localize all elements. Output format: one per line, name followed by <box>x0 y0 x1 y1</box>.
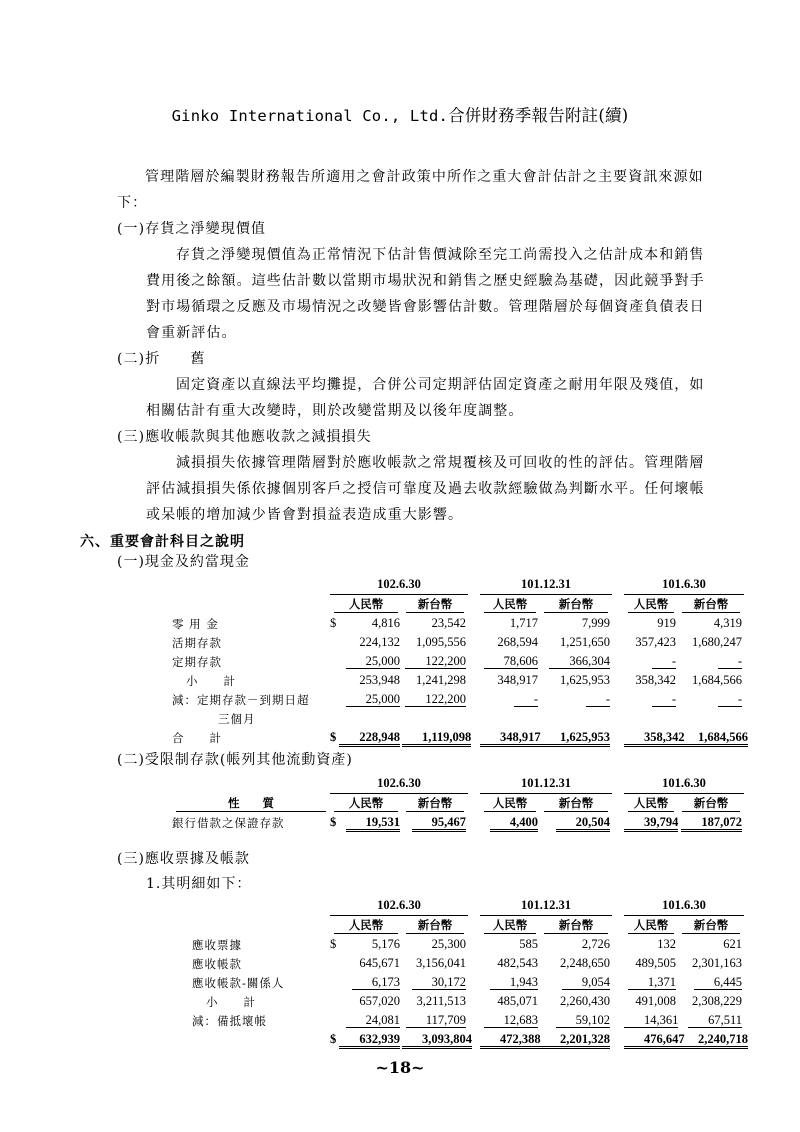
row-label: 減：定期存款－到期日超 <box>172 692 310 707</box>
amount-value: 621 <box>723 937 742 951</box>
amount-value: 1,625,953 <box>540 730 610 747</box>
amount-value: 59,102 <box>556 1013 610 1028</box>
amount-cell <box>402 935 468 954</box>
row-label: 應收帳款-關係人 <box>192 975 285 990</box>
amount-cell <box>480 652 540 671</box>
estimate-impairment-line: 減損損失依據管理階層對於應收帳款之常規覆核及可回收的性的評估。管理階層 <box>176 455 705 471</box>
amount-cell <box>480 1011 540 1030</box>
amount-cell <box>540 671 612 690</box>
nature-header: 性 質 <box>176 795 326 812</box>
amount-cell <box>480 728 540 747</box>
amount-value: 489,505 <box>635 956 676 970</box>
currency-symbol: $ <box>330 815 337 829</box>
amount-cell <box>678 709 744 728</box>
table-row <box>172 671 744 690</box>
amount-value: 491,008 <box>635 994 676 1008</box>
row-label: 應收票據 <box>192 937 242 952</box>
amount-cell <box>402 954 468 973</box>
amount-value: 253,948 <box>359 673 400 687</box>
amount-cell <box>624 690 678 709</box>
table-row <box>172 709 744 728</box>
amount-cell <box>624 1030 685 1049</box>
currency-symbol: $ <box>330 730 337 744</box>
amount-value: 2,301,163 <box>692 956 742 970</box>
amount-cell <box>678 973 744 992</box>
amount-cell <box>480 954 540 973</box>
amount-value: 4,816 <box>371 616 400 630</box>
amount-cell <box>678 633 744 652</box>
amount-cell <box>624 709 678 728</box>
table-header-currencies <box>172 916 744 936</box>
amount-value: 122,200 <box>405 692 466 707</box>
currency-header: 新台幣 <box>406 795 464 812</box>
table-row <box>172 992 744 1011</box>
amount-value: 3,156,041 <box>416 956 466 970</box>
amount-cell <box>330 1030 402 1049</box>
amount-cell <box>480 671 540 690</box>
estimate-heading-impairment: (三)應收帳款與其他應收款之減損損失 <box>117 429 372 445</box>
amount-value: 4,319 <box>713 616 742 630</box>
amount-cell <box>330 935 402 954</box>
amount-cell <box>402 992 468 1011</box>
period-header: 101.12.31 <box>480 575 612 595</box>
amount-value: 1,717 <box>509 616 538 630</box>
amount-cell <box>480 973 540 992</box>
amount-value: 357,423 <box>635 635 676 649</box>
estimate-inventory-line: 對市場循環之反應及市場情況之改變皆會影響估計數。管理階層於每個資產負債表日 <box>146 299 705 315</box>
cash-equivalents-table <box>172 575 748 747</box>
amount-value: 1,684,566 <box>692 673 742 687</box>
amount-value: 482,543 <box>497 956 538 970</box>
amount-value: 585 <box>519 937 538 951</box>
table-row <box>172 690 744 709</box>
table-row <box>172 614 744 633</box>
estimate-inventory-line: 費用後之餘額。這些估計數以當期市場狀況和銷售之歷史經驗為基礎，因此競爭對手 <box>146 273 705 289</box>
amount-value: - <box>652 654 676 669</box>
amount-cell <box>624 633 678 652</box>
amount-value: 348,917 <box>497 673 538 687</box>
amount-cell <box>624 973 678 992</box>
estimate-impairment-line: 或呆帳的增加減少皆會對損益表造成重大影響。 <box>146 507 464 523</box>
amount-cell <box>402 652 468 671</box>
row-label: 小 計 <box>186 673 236 688</box>
amount-cell <box>540 1030 612 1049</box>
amount-cell <box>678 690 744 709</box>
amount-cell <box>678 1011 744 1030</box>
amount-value: 1,684,566 <box>678 730 748 747</box>
amount-cell <box>330 614 402 633</box>
table-header-currencies <box>172 595 744 615</box>
amount-cell <box>540 652 612 671</box>
amount-value: 358,342 <box>624 730 685 747</box>
table-header-periods <box>172 896 744 916</box>
amount-value: 24,081 <box>346 1013 400 1028</box>
amount-cell <box>540 690 612 709</box>
amount-cell <box>624 954 678 973</box>
estimate-depreciation-line: 固定資產以直線法平均攤提，合併公司定期評估固定資產之耐用年限及殘值，如 <box>176 377 705 393</box>
amount-cell <box>678 1030 748 1049</box>
amount-value: - <box>652 692 676 707</box>
amount-cell <box>402 709 468 728</box>
currency-symbol: $ <box>330 1032 337 1046</box>
amount-value: 7,999 <box>581 616 610 630</box>
amount-value: 187,072 <box>681 815 742 832</box>
amount-cell <box>540 709 612 728</box>
row-label: 銀行借款之保證存款 <box>172 815 285 830</box>
amount-cell <box>540 973 612 992</box>
amount-cell <box>624 992 678 1011</box>
period-header: 101.12.31 <box>480 774 612 794</box>
amount-cell <box>402 1030 472 1049</box>
currency-header: 新台幣 <box>406 917 464 934</box>
amount-value: 1,943 <box>490 975 538 990</box>
amount-cell <box>540 614 612 633</box>
amount-cell <box>540 954 612 973</box>
currency-header: 人民幣 <box>334 596 398 613</box>
amount-cell <box>402 728 472 747</box>
amount-cell <box>330 1011 402 1030</box>
amount-value: 919 <box>657 616 676 630</box>
page-number: ~18~ <box>375 1058 425 1077</box>
amount-cell <box>480 1030 540 1049</box>
amount-value: 122,200 <box>405 654 466 669</box>
estimate-impairment-line: 評估減損損失係依據個別客戶之授信可靠度及過去收款經驗做為判斷水平。任何壞帳 <box>146 481 705 497</box>
amount-value: 2,726 <box>581 937 610 951</box>
amount-cell <box>540 992 612 1011</box>
amount-cell <box>330 671 402 690</box>
amount-value: 1,625,953 <box>560 673 610 687</box>
table-row <box>172 1030 744 1049</box>
amount-value: 358,342 <box>635 673 676 687</box>
row-label: 小 計 <box>206 994 256 1009</box>
table-header-periods <box>172 774 744 794</box>
amount-value: 1,119,098 <box>402 730 471 747</box>
restricted-deposits-heading: (二)受限制存款(帳列其他流動資產) <box>117 752 353 768</box>
amount-value: 39,794 <box>624 815 678 832</box>
amount-cell <box>480 690 540 709</box>
amount-cell <box>402 671 468 690</box>
amount-cell <box>330 633 402 652</box>
amount-cell <box>330 728 402 747</box>
amount-value: 95,467 <box>412 815 466 832</box>
intro-line-1: 管理階層於編製財務報告所適用之會計政策中所作之重大會計估計之主要資訊來源如 <box>145 169 704 185</box>
period-header: 101.6.30 <box>624 896 744 916</box>
amount-value: 1,251,650 <box>560 635 610 649</box>
table-row <box>172 973 744 992</box>
amount-value: 6,445 <box>694 975 742 990</box>
currency-header: 新台幣 <box>682 917 740 934</box>
currency-header: 新台幣 <box>544 596 608 613</box>
amount-value: 19,531 <box>346 815 400 832</box>
amount-value: 366,304 <box>549 654 610 669</box>
amount-cell <box>624 652 678 671</box>
cash-section-heading: (一)現金及約當現金 <box>117 554 250 570</box>
table-header-periods <box>172 575 744 595</box>
estimate-depreciation-line: 相關估計有重大改變時，則於改變當期及以後年度調整。 <box>146 403 524 419</box>
amount-value: 14,361 <box>624 1013 678 1028</box>
receivables-detail-note: 1.其明細如下： <box>146 876 252 892</box>
amount-value: 485,071 <box>497 994 538 1008</box>
amount-value: 6,173 <box>352 975 400 990</box>
amount-value: 25,300 <box>431 937 466 951</box>
amount-value: 4,400 <box>490 815 538 832</box>
row-label: 合 計 <box>172 730 222 745</box>
amount-cell <box>678 935 744 954</box>
amount-cell <box>402 690 468 709</box>
estimate-heading-inventory: (一)存貨之淨變現價值 <box>117 221 267 237</box>
amount-cell <box>624 671 678 690</box>
period-header: 102.6.30 <box>330 774 468 794</box>
currency-header: 新台幣 <box>544 917 608 934</box>
amount-cell <box>480 935 540 954</box>
amount-cell <box>678 813 744 832</box>
amount-value: - <box>586 692 610 707</box>
row-label: 三個月 <box>218 711 256 726</box>
amount-value: 348,917 <box>480 730 541 747</box>
period-header: 102.6.30 <box>330 575 468 595</box>
amount-value: 9,054 <box>562 975 610 990</box>
amount-value: 25,000 <box>346 654 400 669</box>
amount-value: 2,201,328 <box>540 1032 610 1049</box>
amount-cell <box>540 813 612 832</box>
amount-cell <box>402 813 468 832</box>
amount-cell <box>330 709 402 728</box>
amount-value: 2,260,430 <box>560 994 610 1008</box>
amount-value: 30,172 <box>412 975 466 990</box>
row-label: 零 用 金 <box>172 616 219 631</box>
amount-cell <box>330 652 402 671</box>
amount-value: 476,647 <box>624 1032 685 1049</box>
amount-value: 25,000 <box>346 692 400 707</box>
table-header-currencies <box>172 794 744 814</box>
amount-value: 3,093,804 <box>402 1032 472 1049</box>
amount-value: 78,606 <box>484 654 538 669</box>
table-row <box>172 954 744 973</box>
amount-cell <box>480 614 540 633</box>
amount-cell <box>330 690 402 709</box>
amount-cell <box>624 813 678 832</box>
amount-cell <box>330 954 402 973</box>
table-row <box>172 652 744 671</box>
amount-cell <box>330 813 402 832</box>
intro-line-2: 下： <box>117 195 148 211</box>
amount-value: 1,095,556 <box>416 635 466 649</box>
row-label: 活期存款 <box>172 635 222 650</box>
amount-cell <box>678 652 744 671</box>
currency-header: 人民幣 <box>484 795 536 812</box>
amount-value: 228,948 <box>339 730 400 747</box>
amount-cell <box>480 813 540 832</box>
amount-cell <box>678 992 744 1011</box>
amount-value: 632,939 <box>339 1032 400 1049</box>
row-label <box>172 1030 330 1049</box>
amount-value: 2,308,229 <box>692 994 742 1008</box>
amount-cell <box>540 633 612 652</box>
table-row <box>172 633 744 652</box>
page-title <box>0 102 800 126</box>
section-6-heading: 六、重要會計科目之說明 <box>80 534 245 550</box>
currency-symbol: $ <box>330 937 337 951</box>
amount-value: 1,371 <box>628 975 676 990</box>
currency-header: 新台幣 <box>682 795 740 812</box>
table-row <box>172 813 744 832</box>
amount-value: 5,176 <box>371 937 400 951</box>
amount-cell <box>624 614 678 633</box>
currency-header: 人民幣 <box>334 917 398 934</box>
amount-cell <box>540 1011 612 1030</box>
amount-value: 2,248,650 <box>560 956 610 970</box>
currency-header: 新台幣 <box>544 795 608 812</box>
amount-value: 268,594 <box>497 635 538 649</box>
amount-cell <box>402 1011 468 1030</box>
amount-value: - <box>718 654 742 669</box>
amount-cell <box>624 1011 678 1030</box>
amount-value: 67,511 <box>688 1013 742 1028</box>
amount-value: 1,241,298 <box>416 673 466 687</box>
period-header: 101.6.30 <box>624 774 744 794</box>
amount-cell <box>540 935 612 954</box>
amount-value: 20,504 <box>556 815 610 832</box>
amount-cell <box>540 728 612 747</box>
amount-cell <box>480 709 540 728</box>
row-label: 減：備抵壞帳 <box>192 1013 267 1028</box>
amount-value: 224,132 <box>359 635 400 649</box>
currency-header: 人民幣 <box>484 596 536 613</box>
currency-header: 人民幣 <box>628 795 674 812</box>
currency-header: 人民幣 <box>628 917 674 934</box>
amount-cell <box>624 935 678 954</box>
estimate-heading-depreciation: (二)折 舊 <box>117 351 206 367</box>
row-label: 定期存款 <box>172 654 222 669</box>
receivables-table <box>172 896 748 1049</box>
amount-cell <box>624 728 685 747</box>
title-company-name: Ginko International Co., Ltd. <box>171 107 449 125</box>
period-header: 101.6.30 <box>624 575 744 595</box>
currency-header: 人民幣 <box>628 596 674 613</box>
restricted-deposits-table <box>172 774 744 832</box>
amount-value: 117,709 <box>406 1013 466 1028</box>
table-row <box>172 1011 744 1030</box>
estimate-inventory-line: 存貨之淨變現價值為正常情況下估計售價減除至完工尚需投入之估計成本和銷售 <box>176 247 705 263</box>
amount-value: 2,240,718 <box>678 1032 748 1049</box>
amount-cell <box>480 633 540 652</box>
currency-header: 新台幣 <box>406 596 464 613</box>
amount-cell <box>330 973 402 992</box>
period-header: 101.12.31 <box>480 896 612 916</box>
title-notes-label: 合併財務季報告附註(續) <box>448 106 629 125</box>
amount-cell <box>402 633 468 652</box>
currency-header: 人民幣 <box>334 795 398 812</box>
amount-cell <box>330 992 402 1011</box>
amount-value: 132 <box>657 937 676 951</box>
amount-cell <box>402 614 468 633</box>
amount-value: 3,211,513 <box>416 994 466 1008</box>
amount-value: 23,542 <box>431 616 466 630</box>
currency-symbol: $ <box>330 616 337 630</box>
amount-value: 657,020 <box>359 994 400 1008</box>
amount-cell <box>402 973 468 992</box>
estimate-inventory-line: 會重新評估。 <box>146 325 237 341</box>
row-label: 應收帳款 <box>192 956 242 971</box>
amount-cell <box>678 728 748 747</box>
amount-value: 645,671 <box>359 956 400 970</box>
amount-value: - <box>514 692 538 707</box>
amount-value: - <box>718 692 742 707</box>
currency-header: 新台幣 <box>682 596 740 613</box>
table-row <box>172 935 744 954</box>
period-header: 102.6.30 <box>330 896 468 916</box>
amount-value: 472,388 <box>480 1032 541 1049</box>
amount-value: 1,680,247 <box>692 635 742 649</box>
amount-cell <box>678 671 744 690</box>
amount-value: 12,683 <box>484 1013 538 1028</box>
amount-cell <box>678 954 744 973</box>
amount-cell <box>678 614 744 633</box>
receivables-heading: (三)應收票據及帳款 <box>117 851 250 867</box>
amount-cell <box>480 992 540 1011</box>
table-row <box>172 728 744 747</box>
currency-header: 人民幣 <box>484 917 536 934</box>
